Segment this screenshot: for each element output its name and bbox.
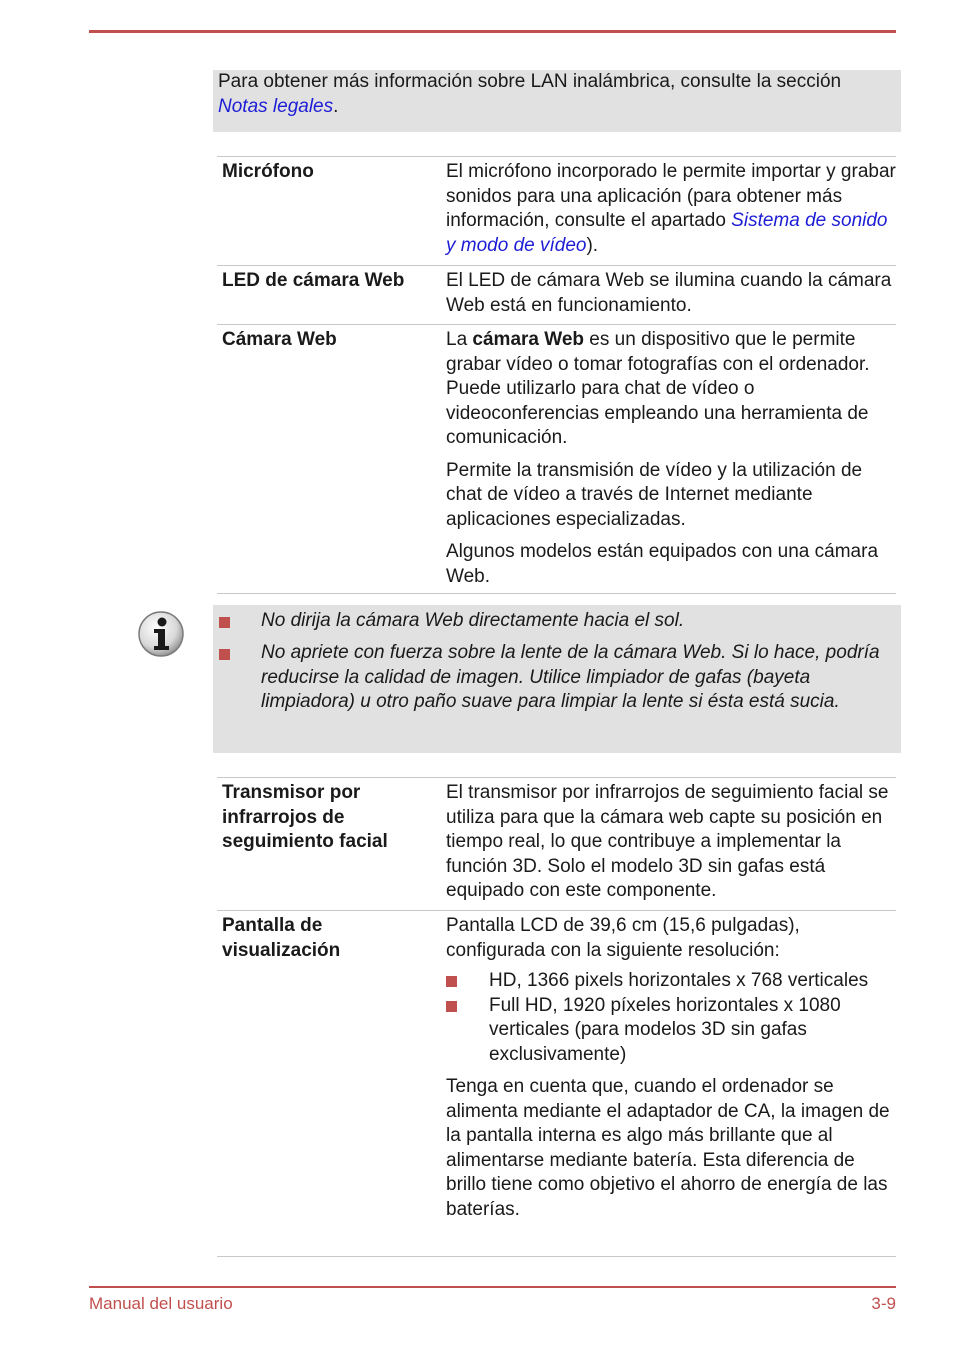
header-rule	[89, 30, 896, 33]
desc-paragraph-1	[446, 328, 898, 451]
footer-rule	[89, 1286, 896, 1288]
list-item	[446, 969, 898, 994]
sistema-sonido-link[interactable]: Sistema de sonido y modo de vídeo	[446, 210, 888, 256]
bullet-marker	[219, 649, 230, 660]
bullet-marker	[446, 976, 457, 987]
warning-item-2: No apriete con fuerza sobre la lente de la cámara Web. Si lo hace, podría reducirse la calidad de imagen. Utilice limpiador de gafas (bayeta limpiadora) u otro paño suave para limpiar la lente si ésta está sucia.	[261, 642, 880, 712]
desc-paragraph-2: Permite la transmisión de vídeo y la utilización de chat de vídeo a través de Internet mediante aplicaciones especializadas.	[446, 459, 863, 530]
desc-transmisor	[446, 781, 898, 904]
desc-camara-web	[446, 328, 898, 589]
desc-led-camara	[446, 269, 898, 318]
note-line2	[218, 95, 338, 120]
desc-text-end: ).	[586, 234, 599, 256]
term-microfono: Micrófono	[222, 161, 314, 182]
resolution-list	[446, 969, 898, 1067]
desc-text: El transmisor por infrarrojos de seguimiento facial se utiliza para que la cámara web capte su posición en tiempo real, lo que contribuye a implementar la función 3D. Solo el modelo 3D sin gafas está equipado con este componente.	[446, 782, 889, 901]
info-icon	[137, 610, 185, 658]
bullet-marker	[446, 1001, 457, 1012]
desc-bold: cámara Web	[472, 329, 585, 350]
page-number: 3-9	[871, 1294, 896, 1313]
term-led-camara: LED de cámara Web	[222, 270, 405, 291]
table-row-led-camara	[217, 265, 896, 324]
table-row-pantalla	[217, 910, 896, 1257]
table-row-camara-web	[217, 324, 896, 594]
warning-box	[213, 605, 901, 753]
list-item-text: HD, 1366 pixels horizontales x 768 verticales	[489, 970, 869, 991]
bullet-marker	[219, 617, 230, 628]
note-text: Para obtener más información sobre LAN inalámbrica, consulte la sección	[218, 71, 842, 92]
info-note-box	[213, 70, 901, 132]
desc-paragraph-3: Algunos modelos están equipados con una cámara Web.	[446, 541, 879, 587]
desc-text: La	[446, 329, 473, 350]
term-camara-web: Cámara Web	[222, 329, 337, 350]
desc-text: El LED de cámara Web se ilumina cuando la cámara Web está en funcionamiento.	[446, 270, 892, 316]
warning-item-1: No dirija la cámara Web directamente hacia el sol.	[261, 610, 685, 631]
desc-microfono	[446, 160, 898, 258]
desc-text: El micrófono incorporado le permite importar y grabar sonidos para una aplicación (para obtener más información, consulte el apartado	[446, 161, 896, 231]
desc-text: es un dispositivo que le permite grabar vídeo o tomar fotografías con el ordenador. Puede utilizarlo para chat de vídeo o videoconferencias empleando una herramienta de comunicación.	[446, 329, 870, 448]
desc-intro: Pantalla LCD de 39,6 cm (15,6 pulgadas), configurada con la siguiente resolución:	[446, 915, 800, 961]
term-pantalla: Pantalla de visualización	[222, 915, 341, 961]
term-transmisor: Transmisor por infrarrojos de seguimiento facial	[222, 782, 388, 852]
footer-title: Manual del usuario	[89, 1294, 233, 1313]
desc-pantalla	[446, 914, 898, 1222]
notas-legales-link[interactable]: Notas legales	[218, 95, 334, 117]
table-row-transmisor	[217, 777, 896, 910]
list-item-text: Full HD, 1920 píxeles horizontales x 1080 verticales (para modelos 3D sin gafas exclusivamente)	[489, 994, 841, 1065]
list-item	[446, 994, 898, 1068]
desc-outro: Tenga en cuenta que, cuando el ordenador se alimenta mediante el adaptador de CA, la imagen de la pantalla interna es algo más brillante que al alimentarse mediante batería. Esta diferencia de brillo tiene como objetivo el ahorro de energía de las baterías.	[446, 1076, 890, 1220]
note-period: .	[333, 95, 339, 117]
table-row-microfono	[217, 156, 896, 265]
